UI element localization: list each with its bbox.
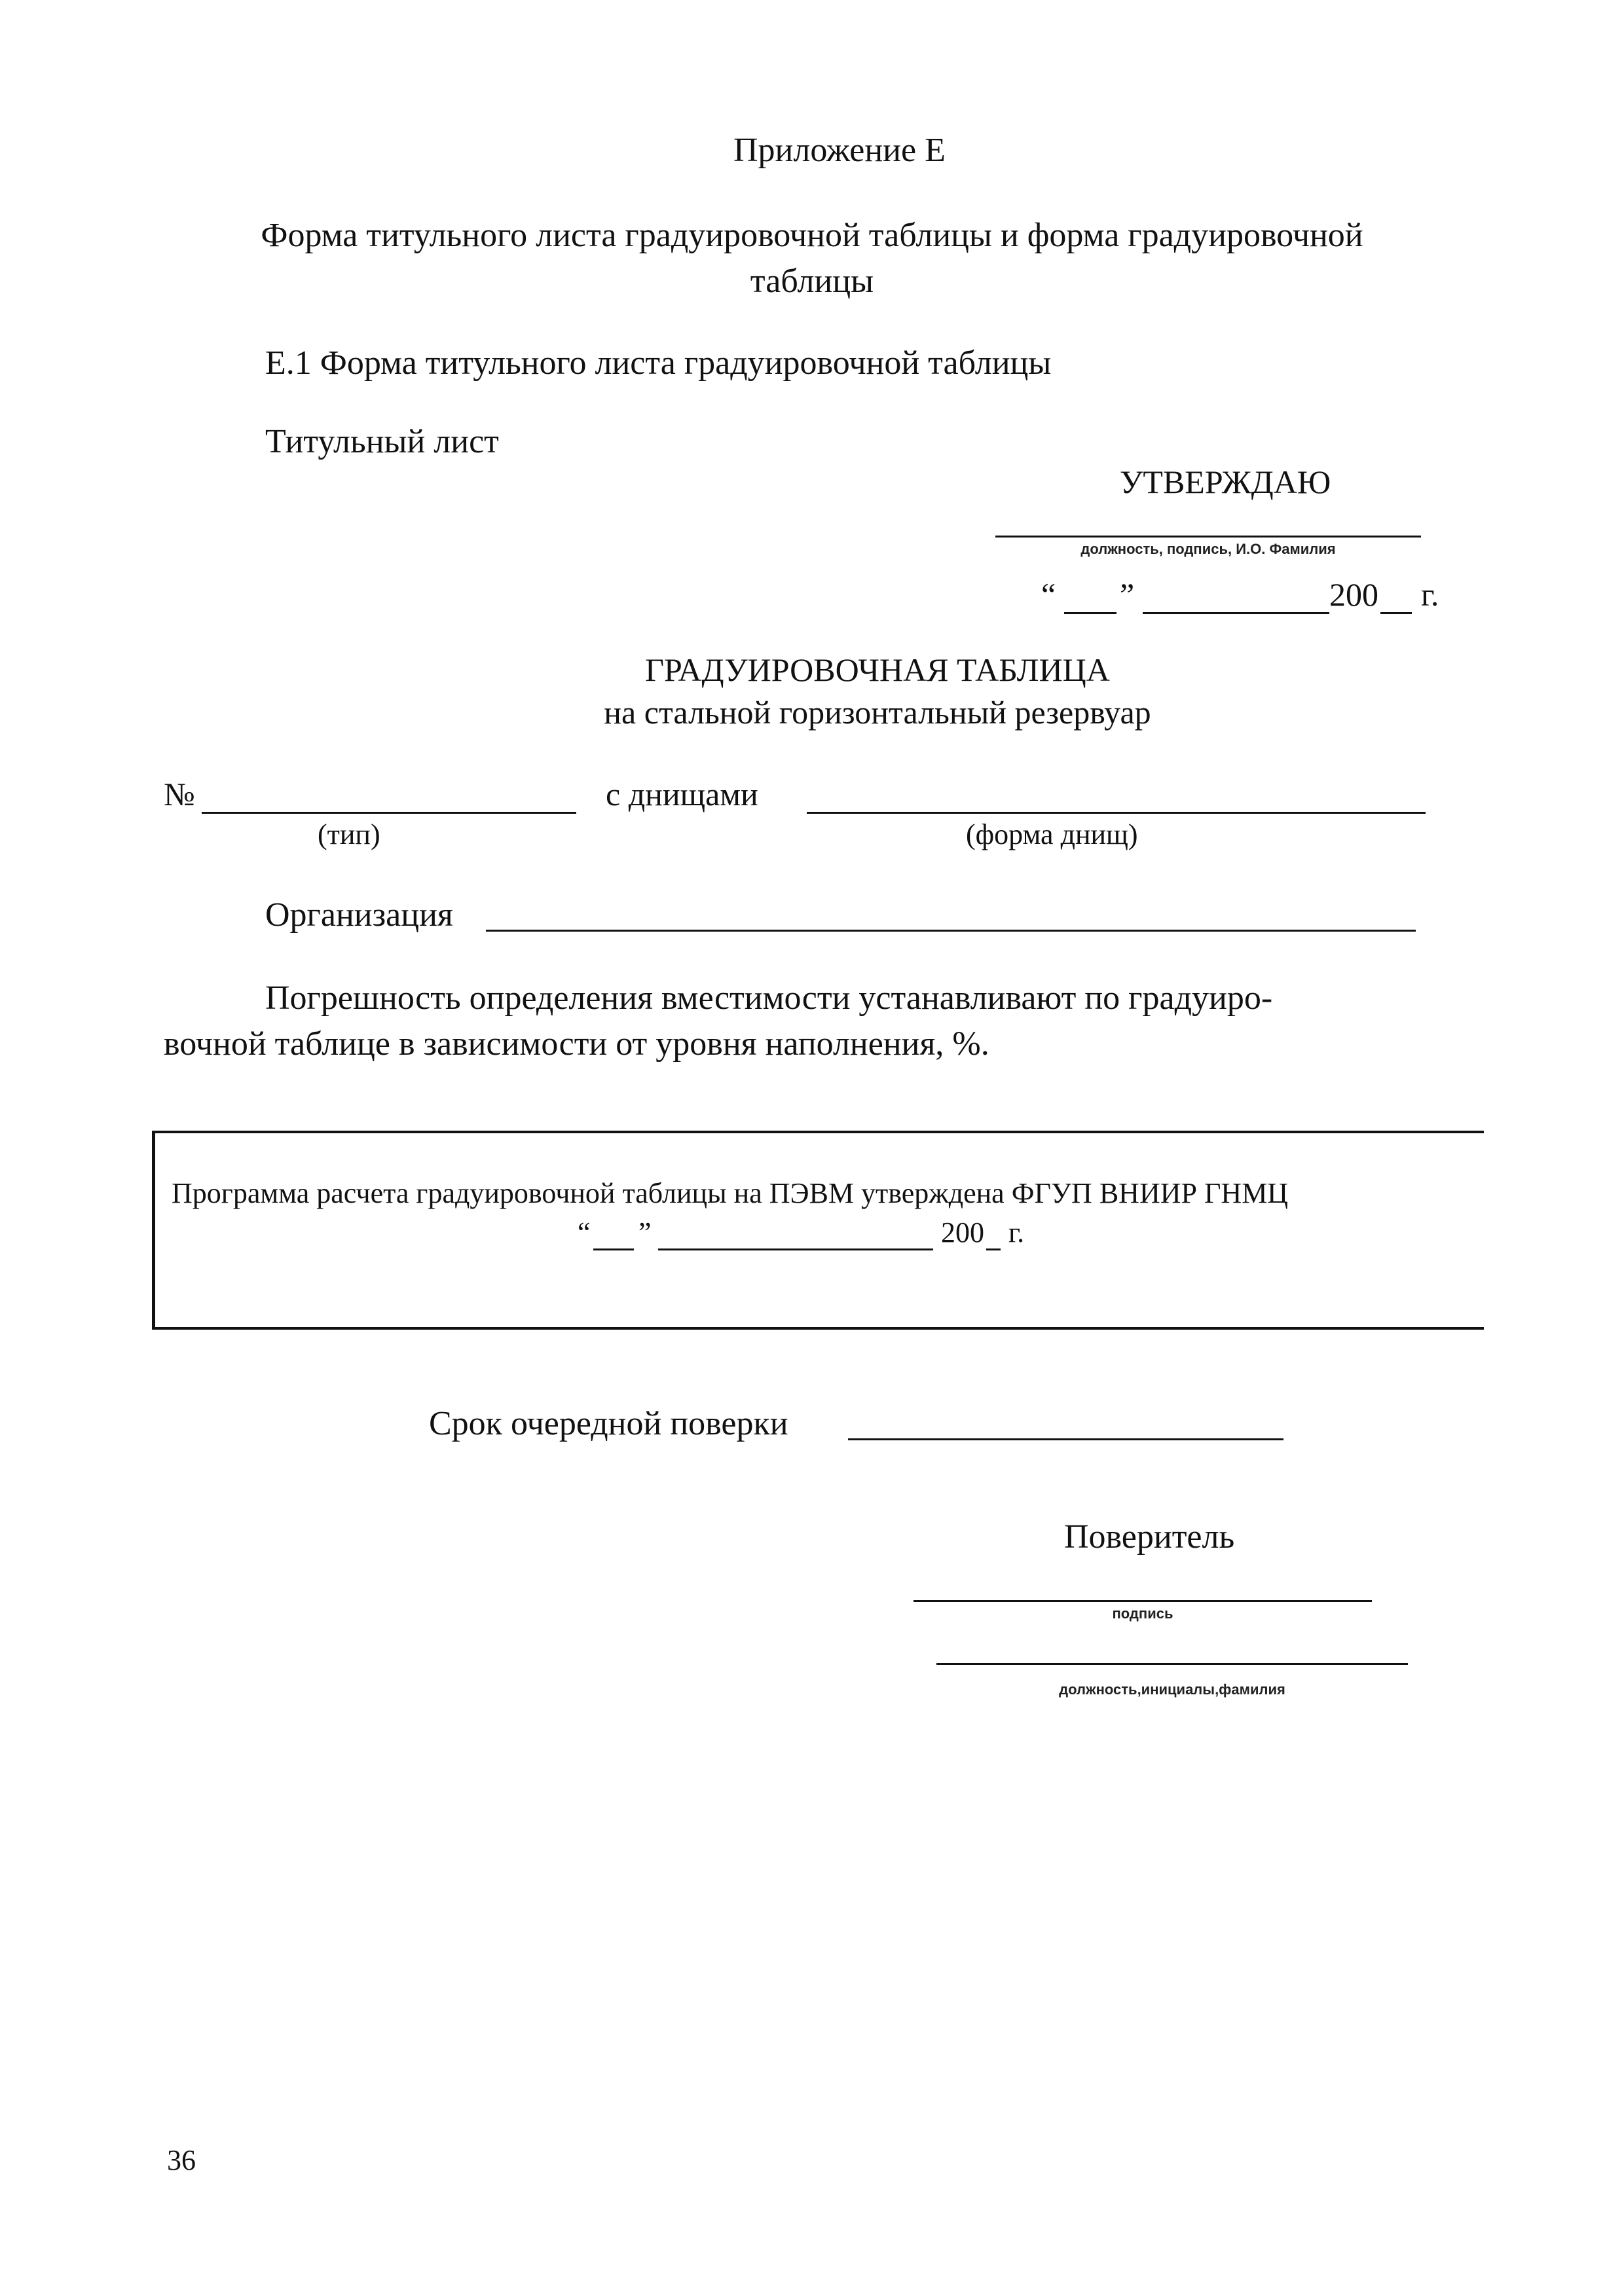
type-caption: (тип) [318,818,380,850]
program-box-month-line [658,1248,933,1250]
bottoms-form-line [807,812,1426,814]
approval-month-line [1143,612,1329,614]
verifier-signature-line [913,1600,1372,1602]
program-box-bottom-border [152,1327,1484,1330]
approval-signature-caption: должность, подпись, И.О. Фамилия [1080,541,1336,557]
title-sheet-label: Титульный лист [265,423,499,460]
program-box-date-close-quote: ” [638,1216,652,1248]
approval-day-line [1064,612,1116,614]
program-box-line1: Программа расчета градуировочной таблицы на ПЭВМ утверждена ФГУП ВНИИР ГНМЦ [172,1177,1289,1209]
number-sign: № [164,776,195,812]
approval-year-suffix: г. [1421,576,1439,613]
program-box-year-suffix: г. [1008,1216,1025,1248]
organization-label: Организация [265,896,453,934]
organization-line [486,930,1416,932]
bottoms-caption: (форма днищ) [966,818,1138,850]
program-box-day-line [593,1248,634,1250]
bottoms-label: с днищами [606,776,758,812]
section-heading: Е.1 Форма титульного листа градуировочной таблицы [265,344,1052,382]
verifier-name-line [936,1663,1408,1665]
page-number: 36 [167,2144,196,2176]
program-box-date-open-quote: “ [578,1216,591,1248]
main-title-line1: Форма титульного листа градуировочной таблицы и форма градуировочной [261,217,1363,254]
approval-signature-line [995,536,1421,538]
program-box-year-prefix: 200 [941,1216,984,1248]
tank-number-line [202,812,576,814]
accuracy-text-line2: вочной таблице в зависимости от уровня наполнения, %. [164,1025,989,1063]
verifier-label: Поверитель [1064,1518,1235,1556]
approval-date-close-quote: ” [1120,576,1135,613]
verifier-signature-caption: подпись [1112,1605,1173,1622]
table-title-line1: ГРАДУИРОВОЧНАЯ ТАБЛИЦА [645,651,1110,688]
accuracy-text-line1: Погрешность определения вместимости устанавливают по градуиро- [265,979,1273,1017]
table-title-line2: на стальной горизонтальный резервуар [604,694,1151,731]
next-verification-line [848,1438,1283,1440]
approval-year-line [1380,612,1412,614]
program-box-year-line [986,1248,1001,1250]
approval-year-prefix: 200 [1329,576,1378,613]
appendix-title: Приложение Е [733,132,946,169]
main-title-line2: таблицы [750,263,874,300]
next-verification-label: Срок очередной поверки [429,1405,788,1442]
approval-label: УТВЕРЖДАЮ [1120,464,1331,500]
program-box-top-border [152,1131,1484,1133]
verifier-name-caption: должность,инициалы,фамилия [1059,1681,1285,1698]
approval-date-open-quote: “ [1041,576,1056,613]
program-box-left-border [152,1131,155,1327]
